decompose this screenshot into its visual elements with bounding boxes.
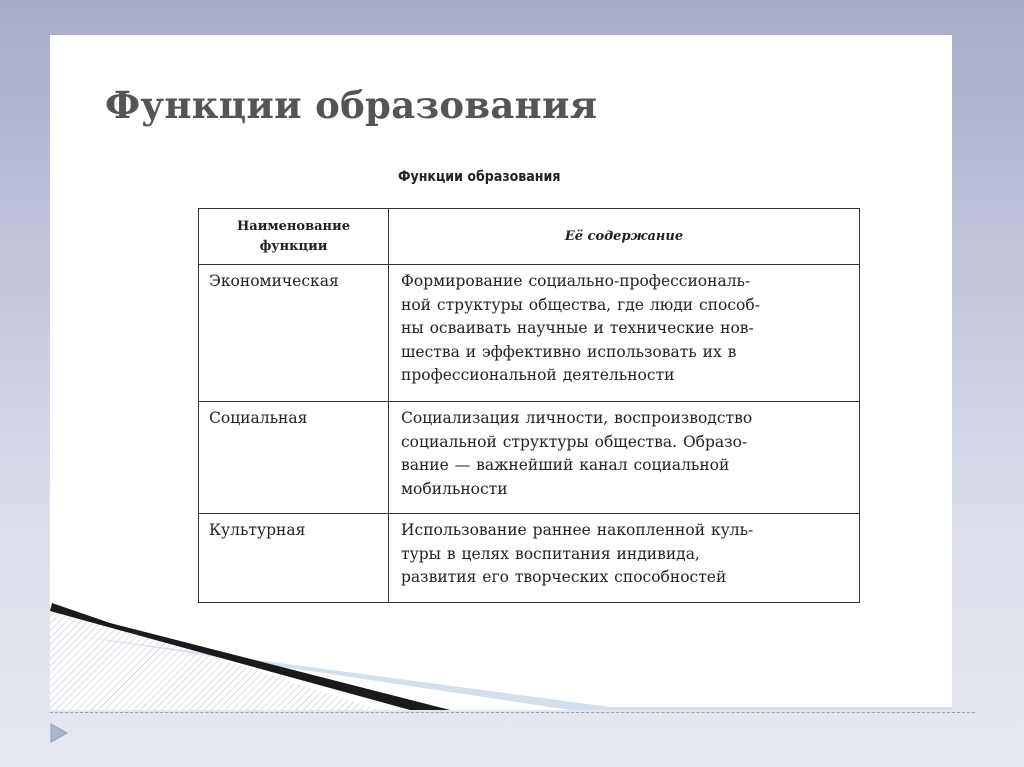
content-line: мобильности (401, 479, 508, 498)
content-line: профессиональной деятельности (401, 366, 675, 384)
content-line: ной структуры общества, где люди способ- (401, 295, 760, 314)
table-caption: Функции образования (398, 169, 561, 185)
content-line: развития его творческих способностей (401, 568, 727, 586)
decorative-swoosh (50, 595, 952, 710)
header-function-content: Её содержание (389, 209, 860, 265)
triangle-right-icon[interactable] (48, 722, 70, 744)
slide-canvas (50, 35, 952, 710)
content-line: Социализация личности, воспроизводство (401, 409, 753, 427)
row-name-economic: Экономическая (199, 265, 389, 402)
bottom-divider (50, 712, 975, 713)
table-row (199, 265, 860, 402)
header-function-name (199, 209, 389, 265)
content-line: Использование раннее накопленной куль- (401, 521, 754, 539)
table-row (199, 402, 860, 514)
row-name-social: Социальная (199, 402, 389, 514)
content-line: вание — важнейший канал социальной (401, 456, 730, 474)
content-line: шества и эффективно использовать их в (401, 342, 737, 361)
slide-title: Функции образования (105, 83, 598, 127)
row-content-social (389, 402, 860, 514)
row-name-cultural: Культурная (199, 514, 389, 603)
table-row (199, 514, 860, 603)
functions-table (198, 208, 860, 603)
content-line: Формирование социально-профессиональ- (401, 272, 751, 290)
content-line: туры в целях воспитания индивида, (401, 544, 700, 563)
header-name-line2: функции (259, 238, 328, 254)
table-header-row (199, 209, 860, 265)
row-content-cultural (389, 514, 860, 603)
row-content-economic (389, 265, 860, 402)
content-line: ны осваивать научные и технические нов- (401, 319, 754, 337)
header-name-line1: Наименование (237, 218, 350, 234)
content-line: социальной структуры общества. Образо- (401, 432, 748, 451)
